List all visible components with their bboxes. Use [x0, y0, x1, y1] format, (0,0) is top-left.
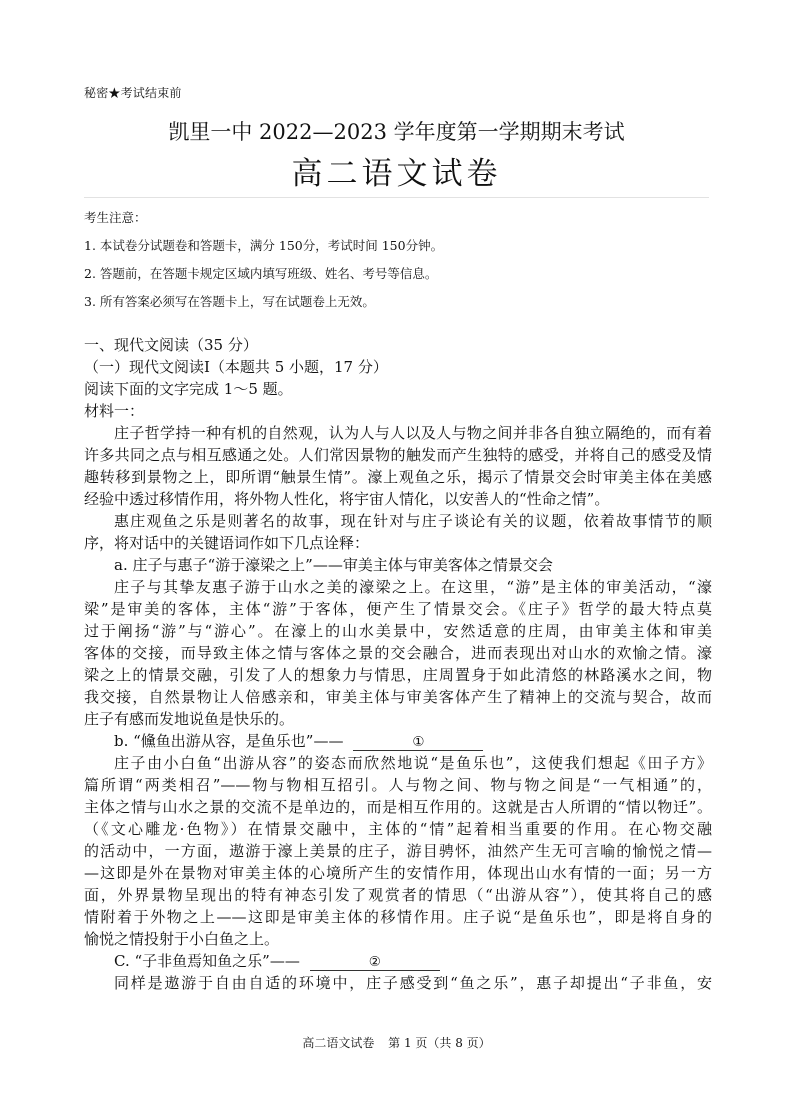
- paragraph-line: 庄子与其挚友惠子游于山水之美的濠梁之上。在这里，“游”是主体的审美活动，“濠: [114, 578, 712, 596]
- paragraph-line: 许多共同之点与相互感通之处。人们常因景物的触发而产生独特的感受，并将自己的感受及情: [84, 446, 712, 464]
- title-divider: [84, 197, 709, 198]
- paragraph-line: 客体的交接，而导致主体之情与客体之景的交会融合，进而表现出对山水的欢愉之情。濠: [84, 644, 712, 662]
- paragraph-line: 主体之情与山水之景的交流不是单边的，而是相互作用的。这就是古人所谓的“情以物迁”。: [84, 798, 712, 816]
- candidate-notice: [84, 212, 443, 324]
- subheading-c-text: C. “子非鱼焉知鱼之乐”——: [114, 952, 300, 970]
- notice-item: 3. 所有答案必须写在答题卡上，写在试题卷上无效。: [84, 294, 375, 309]
- paragraph-line: 庄子哲学持一种有机的自然观，认为人与人以及人与物之间并非各自独立隔绝的，而有着: [114, 424, 712, 442]
- notice-item: 1. 本试卷分试题卷和答题卡，满分 150分，考试时间 150分钟。: [84, 238, 444, 253]
- page-footer: [0, 1034, 793, 1051]
- paragraph-line: 的活动中，一方面，遨游于濠上美景的庄子，游目骋怀，油然产生无可言喻的愉悦之情—: [84, 842, 712, 860]
- paragraph-line: 我交接，自然景物让人倍感亲和，审美主体与审美客体产生了精神上的交流与契合，故而: [84, 688, 712, 706]
- footer-page-number: 第 1 页（共 8 页）: [388, 1036, 491, 1050]
- subheading-b-text: b. “儵鱼出游从容，是鱼乐也”——: [114, 732, 344, 750]
- paragraph-line: 惠庄观鱼之乐是则著名的故事，现在针对与庄子谈论有关的议题，依着故事情节的顺: [114, 512, 712, 530]
- answer-blank-1: ①: [353, 734, 483, 751]
- sub-section-title: （一）现代文阅读Ⅰ（本题共 5 小题，17 分）: [84, 358, 388, 376]
- paragraph-line: 经验中透过移情作用，将外物人性化，将宇宙人情化，以安善人的“性命之情”。: [84, 490, 610, 508]
- paragraph-line: 情附着于外物之上——这即是审美主体的移情作用。庄子说“是鱼乐也”，即是将自身的: [84, 908, 712, 926]
- paragraph-line: —这即是外在景物对审美主体的心境所产生的安情作用，体现出山水有情的一面；另一方: [84, 864, 712, 882]
- subject-title: 高二语文试卷: [291, 156, 502, 192]
- reading-section: [84, 334, 712, 994]
- subheading-c: [84, 950, 712, 972]
- paragraph-line: 梁”是审美的客体，主体“游”于客体，便产生了情景交会。《庄子》哲学的最大特点莫: [84, 600, 712, 618]
- paragraph-line: 篇所谓“两类相召”——物与物相互招引。人与物之间、物与物之间是“一气相通”的，: [84, 776, 712, 794]
- paragraph-line: （《文心雕龙·色物》）在情景交融中，主体的“情”起着相当重要的作用。在心物交融: [84, 820, 712, 838]
- footer-subject: 高二语文试卷: [302, 1036, 375, 1050]
- paragraph-line: 愉悦之情投射于小白鱼之上。: [84, 930, 280, 948]
- paragraph-line: 庄子由小白鱼“出游从容”的姿态而欣然地说“是鱼乐也”，这使我们想起《田子方》: [114, 754, 712, 772]
- notice-heading: 考生注意：: [84, 210, 147, 225]
- paragraph-line: 面，外界景物呈现出的特有神态引发了观赏者的情思（“出游从容”），使其将自己的感: [84, 886, 712, 904]
- part-title: 一、现代文阅读（35 分）: [84, 336, 258, 354]
- notice-item: 2. 答题前，在答题卡规定区域内填写班级、姓名、考号等信息。: [84, 266, 438, 281]
- paragraph-line: 庄子有感而发地说鱼是快乐的。: [84, 710, 295, 728]
- answer-blank-2: ②: [310, 954, 440, 971]
- paragraph-line: 梁之上的情景交融，引发了人的想象力与情思，庄周置身于如此清悠的林路溪水之间，物: [84, 666, 712, 684]
- subheading-a: a. 庄子与惠子“游于濠梁之上”——审美主体与审美客体之情景交会: [114, 556, 553, 574]
- material-label: 材料一：: [84, 402, 145, 420]
- exam-title: 凯里一中 2022—2023 学年度第一学期期末考试: [168, 120, 625, 144]
- subheading-b: [84, 730, 712, 752]
- paragraph-line: 过于阐扬“游”与“游心”。在濠上的山水美景中，安然适意的庄周，由审美主体和审美: [84, 622, 712, 640]
- secrecy-label: 秘密★考试结束前: [84, 86, 182, 100]
- instruction: 阅读下面的文字完成 1～5 题。: [84, 380, 293, 398]
- paragraph-line: 趣转移到景物之上，即所谓“触景生情”。濠上观鱼之乐，揭示了情景交会时审美主体在美感: [84, 468, 712, 486]
- paragraph-line: 同样是遨游于自由自适的环境中，庄子感受到“鱼之乐”，惠子却提出“子非鱼，安: [114, 974, 712, 992]
- paragraph-line: 序，将对话中的关键语词作如下几点诠释：: [84, 534, 370, 552]
